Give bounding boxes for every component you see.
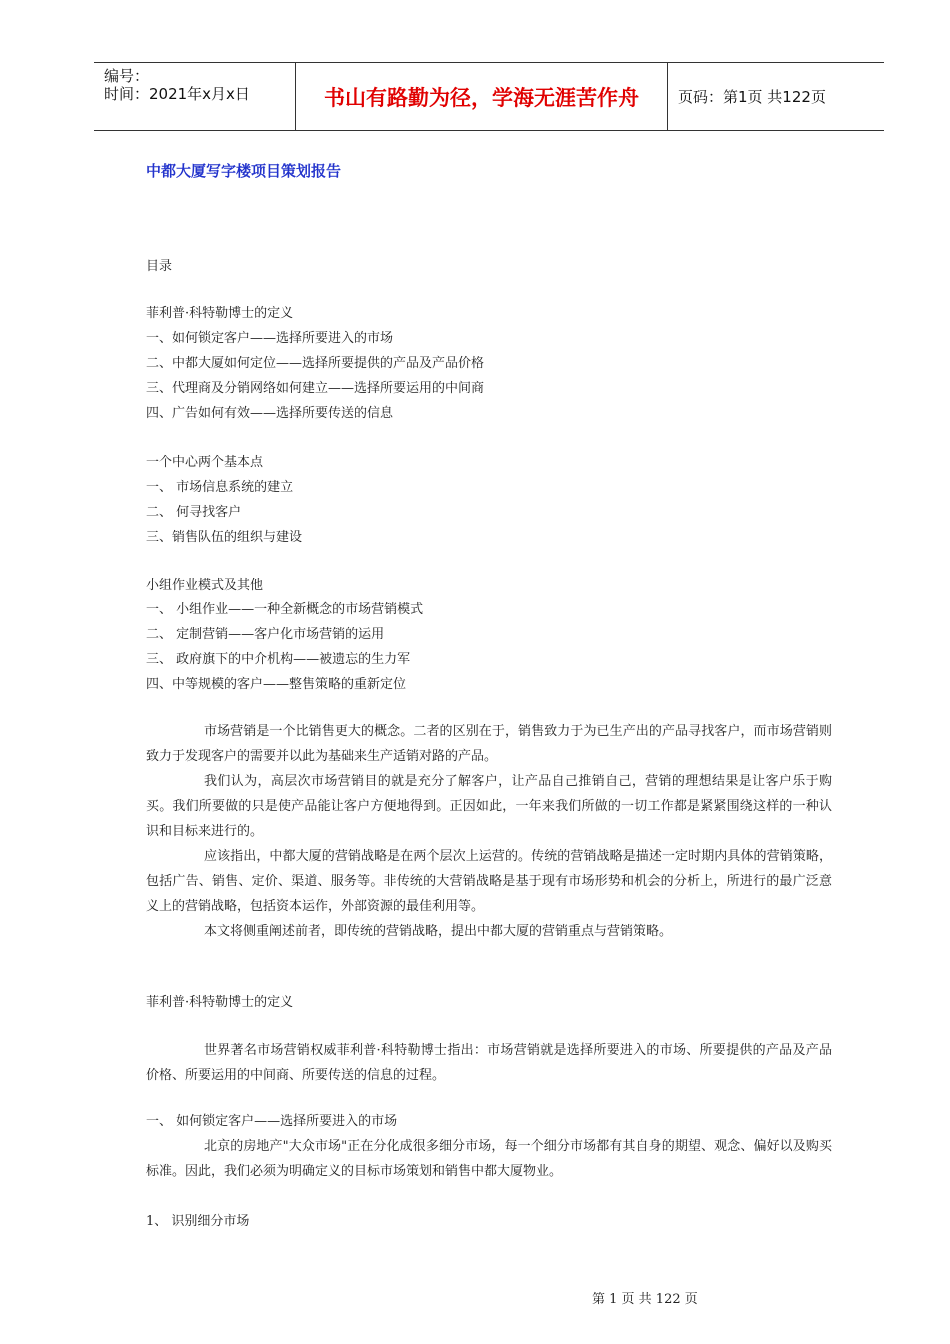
toc-item: 一、 小组作业——一种全新概念的市场营销模式 [146, 602, 424, 617]
definition-paragraph: 世界著名市场营销权威菲利普·科特勒博士指出：市场营销就是选择所要进入的市场、所要提供的产品及产品价格、所要运用的中间商、所要传送的信息的过程。 [146, 1043, 832, 1083]
header-page-info: 页码：第1页 共122页 [678, 88, 826, 106]
document-title: 中都大厦写字楼项目策划报告 [146, 162, 342, 180]
toc-item: 四、广告如何有效——选择所要传送的信息 [146, 406, 394, 421]
toc-heading: 目录 [146, 259, 173, 274]
toc-item: 菲利普·科特勒博士的定义 [146, 306, 294, 321]
header-motto: 书山有路勤为径，学海无涯苦作舟 [295, 63, 668, 130]
subsection-heading: 1、 识别细分市场 [146, 1214, 250, 1229]
time-label: 时间：2021年x月x日 [104, 85, 250, 103]
section-paragraph: 北京的房地产"大众市场"正在分化成很多细分市场，每一个细分市场都有其自身的期望、观念、偏好以及购买标准。因此，我们必须为明确定义的目标市场策划和销售中都大厦物业。 [146, 1139, 832, 1179]
intro-paragraph: 我们认为，高层次市场营销目的就是充分了解客户，让产品自己推销自己，营销的理想结果是让客户乐于购买。我们所要做的只是使产品能让客户方便地得到。正因如此，一年来我们所做的一切工作都是紧紧围绕这样的一种认识和目标来进行的。 [146, 774, 832, 839]
intro-paragraph: 市场营销是一个比销售更大的概念。二者的区别在于，销售致力于为已生产出的产品寻找客户，而市场营销则致力于发现客户的需要并以此为基础来生产适销对路的产品。 [146, 724, 832, 764]
section-heading: 一、 如何锁定客户——选择所要进入的市场 [146, 1114, 398, 1129]
toc-item: 二、中都大厦如何定位——选择所要提供的产品及产品价格 [146, 356, 485, 371]
section-heading: 菲利普·科特勒博士的定义 [146, 995, 294, 1010]
header-meta [94, 63, 295, 130]
intro-paragraph: 应该指出，中都大厦的营销战略是在两个层次上运营的。传统的营销战略是描述一定时期内具体的营销策略，包括广告、销售、定价、渠道、服务等。非传统的大营销战略是基于现有市场形势和机会的分析上，所进行的最广泛意义上的营销战略，包括资本运作，外部资源的最佳利用等。 [146, 849, 832, 914]
toc-item: 三、代理商及分销网络如何建立——选择所要运用的中间商 [146, 381, 485, 396]
toc-item: 一、如何锁定客户——选择所要进入的市场 [146, 331, 394, 346]
toc-item: 二、 定制营销——客户化市场营销的运用 [146, 627, 385, 642]
toc-item: 四、中等规模的客户——整售策略的重新定位 [146, 677, 407, 692]
toc-item: 二、 何寻找客户 [146, 505, 242, 520]
toc-item: 三、 政府旗下的中介机构——被遗忘的生力军 [146, 652, 411, 667]
number-label: 编号： [104, 67, 150, 85]
intro-paragraph: 本文将侧重阐述前者，即传统的营销战略，提出中都大厦的营销重点与营销策略。 [204, 924, 673, 939]
toc-item: 小组作业模式及其他 [146, 578, 264, 593]
toc-item: 一、 市场信息系统的建立 [146, 480, 294, 495]
toc-item: 一个中心两个基本点 [146, 455, 264, 470]
page-footer: 第 1 页 共 122 页 [592, 1292, 698, 1307]
page-header [94, 62, 884, 131]
toc-item: 三、销售队伍的组织与建设 [146, 530, 303, 545]
